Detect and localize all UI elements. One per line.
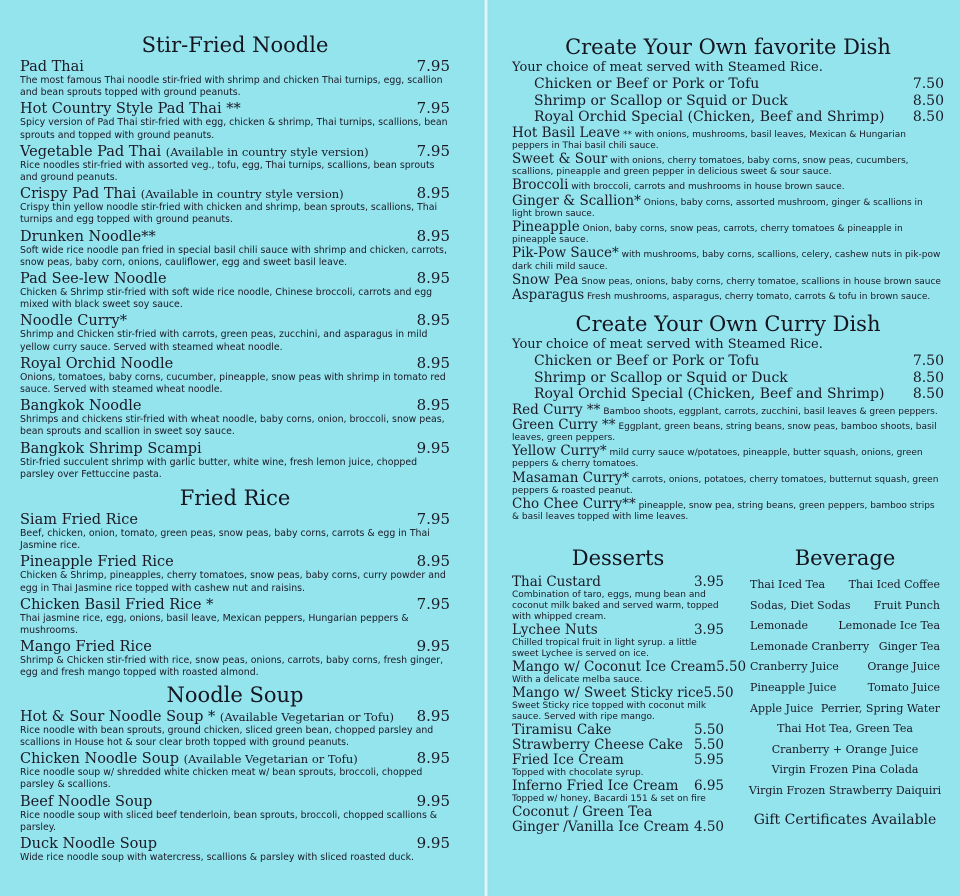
dessert-row [512, 779, 724, 794]
menu-item-row [20, 750, 450, 767]
dessert-price: 3.95 [693, 622, 724, 638]
menu-item-description: Crispy thin yellow noodle stir-fried with chicken and shrimp, bean sprouts, scallions, Thai turnips and egg topped with ground peanuts. [20, 202, 438, 226]
menu-item-description: Shrimp and Chicken stir-fried with carrots, green peas, zucchini, and asparagus in mild yellow curry sauce. Served with steamed wheat noodle. [20, 329, 428, 353]
dessert-name: Inferno Fried Ice Cream [512, 778, 679, 794]
menu-item-description: Soft wide rice noodle pan fried in special basil chili sauce with shrimp and chicken, carrots, snow peas, baby corn, onions, cauliflower, egg and sweet basil leave. [20, 244, 447, 268]
menu-item-price: 7.95 [416, 594, 450, 613]
dish-style-name: Cho Chee Curry** [512, 496, 636, 513]
own-curry-options [512, 353, 944, 403]
menu-item-description: Wide rice noodle soup with watercress, scallions & parsley with sliced roasted duck. [20, 851, 415, 863]
beverage-item: Lemonade Ice Tea [838, 619, 940, 633]
menu-item-title [20, 186, 344, 202]
dish-style-item [512, 444, 944, 470]
dessert-description: Sweet Sticky rice topped with coconut milk sauce. Served with ripe mango. [512, 701, 707, 722]
menu-item-description: Beef, chicken, onion, tomato, green peas, snow peas, baby corns, carrots & egg in Thai Jasmine rice. [20, 528, 430, 552]
meat-option-name: Shrimp or Scallop or Squid or Duck [534, 92, 788, 109]
menu-item-title [20, 271, 167, 287]
menu-item-price: 7.95 [416, 99, 450, 118]
section-title-own-dish: Create Your Own favorite Dish [565, 35, 891, 59]
left-column [20, 0, 450, 865]
dessert-name: Mango w/ Coconut Ice Cream [512, 659, 717, 675]
beverage-row [745, 657, 945, 678]
menu-item-note: (Available Vegetarian or Tofu) [219, 709, 395, 724]
dish-style-name: Red Curry ** [512, 401, 601, 418]
meat-option [512, 93, 944, 110]
dish-style-description: Fresh mushrooms, asparagus, cherry tomato, carrots & tofu in brown sauce. [587, 291, 931, 302]
meat-option-name: Shrimp or Scallop or Squid or Duck [534, 369, 788, 386]
menu-item [20, 596, 450, 637]
desserts-list [512, 574, 747, 835]
beverage-row [745, 699, 945, 720]
dessert-price: 5.50 [703, 685, 734, 701]
dish-style-description: carrots, onions, potatoes, cherry tomatoes, butternut squash, green peppers & roasted peanut. [512, 474, 939, 496]
meat-option [512, 76, 944, 93]
menu-item-note: (Available in country style version) [140, 187, 344, 202]
beverage-item: Perrier, Spring Water [820, 701, 940, 715]
dessert-price: 6.95 [693, 778, 724, 794]
beverage-item: Sodas, Diet Sodas [750, 598, 851, 612]
beverage-item: Cranberry Juice [750, 660, 839, 674]
dessert-name: Mango w/ Sweet Sticky rice [512, 685, 704, 701]
dessert-price: 3.95 [693, 574, 724, 590]
beverage-item: Tomato Juice [867, 680, 940, 694]
meat-option-name: Chicken or Beef or Pork or Tofu [534, 353, 760, 370]
dessert-name: Fried Ice Cream [512, 752, 624, 768]
menu-item-row [20, 708, 450, 725]
menu-item-description: Rice noodle soup w/ shredded white chicken meat w/ bean sprouts, broccoli, chopped parsley & scallions. [20, 767, 423, 791]
menu-item-name: Noodle Curry* [20, 313, 127, 330]
desserts-section [512, 545, 747, 835]
meat-option-price: 8.50 [912, 386, 944, 403]
beverage-item: Lemonade Cranberry [750, 639, 870, 653]
dish-style-item [512, 194, 944, 220]
meat-option-price: 8.50 [912, 92, 944, 109]
menu-item-price: 8.95 [416, 749, 450, 768]
menu-item-price: 7.95 [416, 57, 450, 75]
dish-style-description: pineapple, snow pea, string beans, green peppers, bamboo strips & basil leaves topped with lime leaves. [512, 501, 935, 523]
beverage-row [745, 616, 945, 637]
meat-option-name: Chicken or Beef or Pork or Tofu [534, 76, 760, 92]
menu-item-row [20, 355, 450, 372]
menu-item-price: 8.95 [416, 552, 450, 571]
dessert-name: Lychee Nuts [512, 622, 598, 638]
menu-item-name: Hot Country Style Pad Thai ** [20, 101, 241, 118]
beverage-item: Thai Iced Coffee [848, 578, 940, 591]
beverage-singles [745, 719, 945, 801]
dish-style-name: Ginger & Scallion* [512, 192, 641, 209]
dish-style-item [512, 497, 944, 523]
dessert-row [512, 820, 724, 835]
menu-item-title [20, 597, 213, 613]
menu-item-title [20, 229, 156, 245]
meat-option-price: 7.50 [912, 353, 944, 370]
menu-item-row [20, 100, 450, 117]
dish-style-description: Onion, baby corns, snow peas, carrots, cherry tomatoes & pineapple in pineapple sauce. [512, 223, 903, 246]
beverage-item: Thai Iced Tea [750, 578, 826, 591]
menu-item-description: Rice noodles stir-fried with assorted veg., tofu, egg, Thai turnips, scallions, bean sprouts and ground peanuts. [20, 159, 435, 184]
dish-style-name: Sweet & Sour [512, 150, 608, 167]
menu-item-title [20, 554, 174, 570]
menu-item-title [20, 101, 241, 117]
dish-style-name: Pineapple [512, 218, 580, 235]
dish-style-name: Snow Pea [512, 271, 579, 288]
dessert-price: 5.50 [693, 737, 724, 753]
menu-item-name: Hot & Sour Noodle Soup * [20, 708, 216, 725]
dessert-price: 5.50 [693, 722, 724, 738]
menu-item-description: Shrimp & Chicken stir-fried with rice, snow peas, onions, carrots, baby corns, fresh ginger, egg and fresh mango topped with roasted almond. [20, 655, 444, 679]
menu-item-name: Siam Fried Rice [20, 512, 138, 529]
own-curry-subtitle: Your choice of meat served with Steamed Rice. [512, 337, 823, 353]
menu-item-name: Drunken Noodle** [20, 228, 156, 245]
menu-item-name: Pad Thai [20, 59, 84, 75]
own-curry-list [512, 403, 944, 524]
dish-style-description: mild curry sauce w/potatoes, pineapple, butter squash, onions, green peppers & cherry tomatoes. [512, 448, 923, 470]
menu-item-title [20, 512, 138, 528]
menu-item-description: The most famous Thai noodle stir-fried with shrimp and chicken Thai turnips, egg, scallion and bean sprouts topped with ground peanuts. [20, 75, 443, 99]
beverage-item: Cranberry + Orange Juice [771, 742, 919, 756]
dish-style-name: Yellow Curry* [512, 443, 607, 460]
menu-item-price: 8.95 [416, 706, 450, 725]
menu-item-name: Pad See-lew Noodle [20, 271, 167, 288]
beverage-row [745, 678, 945, 699]
meat-option-price: 8.50 [912, 369, 944, 386]
menu-item-row [20, 397, 450, 414]
meat-option [512, 370, 944, 387]
dish-style-description: with mushrooms, baby corns, scallions, celery, cashew nuts in pik-pow dark chili mild sauce. [512, 250, 941, 272]
dish-style-item [512, 471, 944, 497]
dessert-row [512, 685, 734, 701]
section-title-noodle-soup: Noodle Soup [166, 682, 304, 707]
section-title-desserts: Desserts [571, 546, 665, 570]
menu-item-note: (Available in country style version) [165, 144, 369, 159]
beverage-row [745, 637, 945, 658]
dish-style-item [512, 126, 944, 152]
menu-item [20, 355, 450, 396]
dish-style-description: Snow peas, onions, baby corns, cherry tomatoe, scallions in house brown sauce [581, 276, 941, 287]
menu-item-description: Chicken & Shrimp, pineapples, cherry tomatoes, snow peas, baby corns, curry powder and egg in Thai Jasmine rice topped with cashew nut and raisins. [20, 570, 446, 594]
menu-item [20, 835, 450, 864]
menu-item-row [20, 270, 450, 287]
menu-item-title [20, 398, 141, 414]
menu-item-price: 9.95 [416, 833, 450, 852]
menu-item-description: Rice noodle soup with sliced beef tenderloin, bean sprouts, broccoli, chopped scallions & parsley. [20, 809, 438, 833]
section-title-beverage: Beverage [794, 546, 896, 570]
menu-item-title [20, 709, 394, 725]
gift-certificates: Gift Certificates Available [753, 811, 937, 828]
menu-item-title [20, 836, 157, 852]
menu-item-row [20, 58, 450, 75]
menu-item-price: 8.95 [416, 311, 450, 330]
page-fold [483, 0, 489, 896]
dish-style-item [512, 273, 944, 288]
dish-style-description: Onions, baby corns, assorted mushroom, ginger & scallions in light brown sauce. [512, 197, 923, 219]
menu-item [20, 708, 450, 749]
dessert-description: Chilled tropical fruit in light syrup. a little sweet Lychee is served on ice. [512, 638, 697, 659]
dish-style-name: Green Curry ** [512, 416, 616, 433]
menu-item-name: Chicken Basil Fried Rice * [20, 596, 214, 613]
dish-style-name: Pik-Pow Sauce* [512, 245, 619, 262]
meat-option [512, 386, 944, 403]
stir-fried-list [20, 58, 450, 481]
menu-item-description: Chicken & Shrimp stir-fried with soft wide rice noodle, Chinese broccoli, carrots and egg mixed with black sweet soy sauce. [20, 287, 433, 311]
dessert-row [512, 575, 724, 590]
beverage-item: Orange Juice [867, 660, 940, 674]
dessert-row [512, 805, 724, 820]
beverage-row [745, 596, 945, 617]
dessert-description: With a delicate melba sauce. [512, 675, 643, 685]
beverage-item: Lemonade [750, 619, 809, 633]
menu-item [20, 100, 450, 141]
menu-item-row [20, 553, 450, 570]
own-dish-options [512, 76, 944, 126]
menu-item-row [20, 511, 450, 528]
menu-item-description: Onions, tomatoes, baby corns, cucumber, pineapple, snow peas with shrimp in tomato red sauce. Served with steamed wheat noodle. [20, 371, 446, 396]
menu-item-title [20, 751, 358, 767]
menu-item-title [20, 441, 202, 457]
dessert-price: 5.95 [693, 752, 724, 768]
menu-item-price: 7.95 [416, 141, 450, 160]
dessert-description: Combination of taro, eggs, mung bean and coconut milk baked and served warm, topped with whipped cream. [512, 590, 719, 622]
menu-item-name: Crispy Pad Thai [20, 186, 137, 203]
meat-option [512, 353, 944, 370]
dish-style-item [512, 178, 944, 193]
menu-item-description: Thai jasmine rice, egg, onions, basil leave, Mexican peppers, Hungarian peppers & mushrooms. [20, 612, 409, 637]
menu-item [20, 397, 450, 438]
dessert-name: Tiramisu Cake [512, 722, 612, 738]
menu-item-row [20, 143, 450, 160]
menu-item [20, 511, 450, 552]
beverage-item: Ginger Tea [878, 639, 940, 653]
dessert-name: Ginger /Vanilla Ice Cream [512, 819, 690, 835]
menu-item-price: 9.95 [416, 637, 450, 656]
beverage-item: Fruit Punch [873, 598, 940, 612]
menu-item [20, 58, 450, 99]
menu-item-name: Bangkok Shrimp Scampi [20, 440, 202, 457]
menu-item [20, 143, 450, 184]
menu-item-name: Royal Orchid Noodle [20, 355, 174, 372]
menu-item-row [20, 638, 450, 655]
menu-item-description: Spicy version of Pad Thai stir-fried with egg, chicken & shrimp, Thai turnips, scallions, bean sprouts and topped with ground peanuts. [20, 117, 448, 141]
menu-item-description: Shrimps and chickens stir-fried with wheat noodle, baby corns, onion, broccoli, snow peas, bean sprouts and scallion in sweet soy sauce. [20, 414, 445, 438]
dessert-price: 5.50 [716, 659, 747, 675]
menu-item [20, 553, 450, 594]
dish-style-description: ** with onions, mushrooms, basil leaves, Mexican & Hungarian peppers in Thai basil chili sauce. [512, 129, 906, 151]
dessert-price: 4.50 [693, 819, 724, 835]
dish-style-item [512, 246, 944, 272]
dish-style-name: Masaman Curry* [512, 469, 629, 486]
menu-item [20, 750, 450, 791]
dish-style-name: Hot Basil Leave [512, 124, 621, 141]
section-title-fried-rice: Fried Rice [179, 486, 291, 511]
menu-item-price: 7.95 [416, 510, 450, 529]
beverage-item: Apple Juice [750, 701, 814, 715]
dish-style-description: with broccoli, carrots and mushrooms in house brown sauce. [571, 182, 845, 193]
meat-option-price: 7.50 [912, 76, 944, 92]
menu-item-price: 8.95 [416, 184, 450, 203]
dessert-description: Topped w/ honey, Bacardi 151 & set on fire [512, 794, 706, 804]
dessert-row [512, 738, 724, 753]
menu-item-row [20, 596, 450, 613]
meat-option [512, 109, 944, 126]
menu-item [20, 793, 450, 834]
dish-style-item [512, 418, 944, 444]
own-dish-list [512, 126, 944, 304]
section-title-own-curry: Create Your Own Curry Dish [575, 312, 881, 337]
dessert-name: Coconut / Green Tea [512, 804, 653, 820]
menu-item-price: 8.95 [416, 353, 450, 372]
right-column [512, 0, 944, 523]
menu-item-description: Rice noodle with bean sprouts, ground chicken, sliced green bean, chopped parsley and scallions in House hot & sour clear broth topped with ground peanuts. [20, 724, 434, 748]
beverage-pairs [745, 575, 945, 719]
dessert-name: Thai Custard [512, 574, 601, 590]
beverage-item: Virgin Frozen Pina Colada [771, 763, 919, 777]
menu-item-row [20, 185, 450, 202]
menu-item [20, 312, 450, 353]
menu-item-name: Bangkok Noodle [20, 398, 142, 415]
meat-option-name: Royal Orchid Special (Chicken, Beef and Shrimp) [534, 109, 885, 125]
noodle-soup-list [20, 708, 450, 864]
dessert-row [512, 623, 724, 638]
menu-item [20, 185, 450, 226]
own-dish-subtitle: Your choice of meat served with Steamed Rice. [512, 60, 823, 75]
menu-item-name: Duck Noodle Soup [20, 835, 158, 852]
meat-option-price: 8.50 [912, 109, 944, 125]
beverage-item: Thai Hot Tea, Green Tea [777, 722, 913, 736]
menu-item-note: (Available Vegetarian or Tofu) [183, 752, 358, 767]
menu-item-price: 9.95 [416, 791, 450, 810]
menu-item-name: Beef Noodle Soup [20, 793, 153, 810]
meat-option-name: Royal Orchid Special (Chicken, Beef and Shrimp) [534, 386, 885, 403]
dish-style-name: Asparagus [512, 286, 585, 303]
section-title-stir-fried: Stir-Fried Noodle [141, 33, 329, 57]
beverage-section [745, 545, 945, 828]
menu-item-price: 8.95 [416, 396, 450, 415]
dish-style-item [512, 220, 944, 246]
menu-item [20, 638, 450, 679]
dish-style-description: with onions, cherry tomatoes, baby corns, snow peas, cucumbers, scallions, pineapple and green pepper in delicious sweet & sour sauce. [512, 155, 909, 178]
menu-item-title [20, 144, 369, 160]
dish-style-item [512, 152, 944, 178]
menu-item-title [20, 356, 173, 372]
menu-item-row [20, 793, 450, 810]
beverage-item: Pineapple Juice [750, 680, 837, 694]
menu-item [20, 228, 450, 269]
menu-item-title [20, 313, 127, 329]
fried-rice-list [20, 511, 450, 680]
dish-style-item [512, 403, 944, 418]
dessert-row [512, 659, 747, 675]
menu-item-row [20, 312, 450, 329]
beverage-row [745, 575, 945, 596]
dish-style-name: Broccoli [512, 177, 569, 194]
menu-item-name: Chicken Noodle Soup [20, 751, 180, 768]
menu-item [20, 270, 450, 311]
menu-item-price: 8.95 [416, 269, 450, 288]
dish-style-description: Eggplant, green beans, string beans, snow peas, bamboo shoots, basil leaves, green peppers. [512, 421, 937, 444]
menu-item-row [20, 440, 450, 457]
menu-item-description: Stir-fried succulent shrimp with garlic butter, white wine, fresh lemon juice, chopped parsley over Fettuccine pasta. [20, 456, 418, 480]
menu-item-price: 9.95 [416, 438, 450, 457]
menu-item-row [20, 835, 450, 852]
dish-style-description: Bamboo shoots, eggplant, carrots, zucchini, basil leaves & green peppers. [603, 406, 938, 417]
menu-item-row [20, 228, 450, 245]
menu-item-title [20, 639, 152, 655]
dessert-row [512, 753, 724, 768]
menu-item-price: 8.95 [416, 226, 450, 245]
beverage-item: Virgin Frozen Strawberry Daiquiri [748, 783, 942, 797]
menu-item [20, 440, 450, 481]
dessert-description: Topped with chocolate syrup. [512, 768, 644, 778]
menu-item-title [20, 794, 152, 810]
dish-style-item [512, 288, 944, 303]
menu-item-title [20, 59, 84, 75]
dessert-name: Strawberry Cheese Cake [512, 737, 683, 753]
menu-item-name: Pineapple Fried Rice [20, 554, 174, 571]
dessert-row [512, 723, 724, 738]
menu-item-name: Mango Fried Rice [20, 639, 152, 656]
menu-item-name: Vegetable Pad Thai [20, 143, 162, 160]
